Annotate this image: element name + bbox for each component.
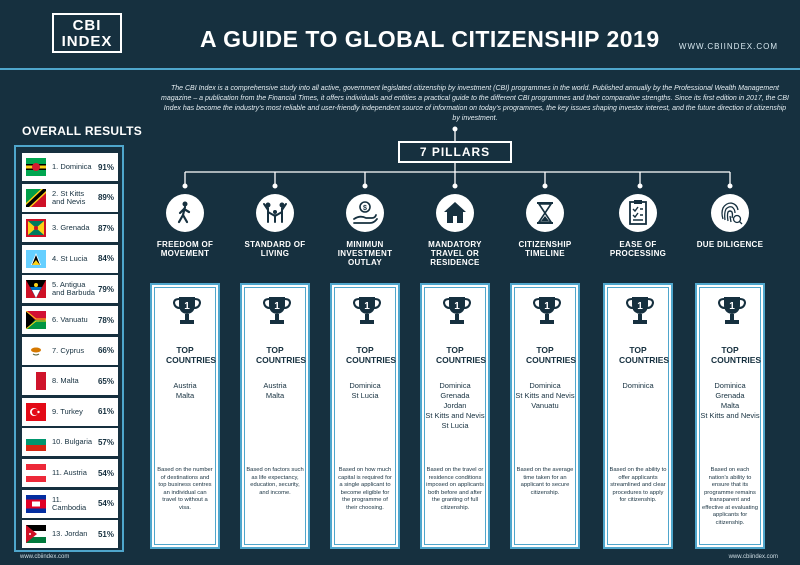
flag-austria-icon xyxy=(26,464,46,482)
result-row xyxy=(22,214,118,242)
top-countries-list: Austria Malta xyxy=(173,381,197,400)
result-percentage: 78% xyxy=(97,315,114,325)
result-row xyxy=(22,398,118,426)
pillar-title: CITIZENSHIP TIMELINE xyxy=(518,240,572,258)
fingerprint-icon xyxy=(711,194,749,232)
flag-bulgaria-icon xyxy=(26,433,46,451)
intro-text: The CBI Index is a comprehensive study into all active, government legislated citizenship by investment (CBI) programmes in the world. Published annually by the Professional Wealth Management magazine – a publication from the Financial Times, it offers individuals and entities a practical guide to the different CBI programmes and their comparative strengths. Since its first edition in 2017, the CBI Index has become the industry's most reliable and user-friendly independent source of information on today's programmes, the key issues shaping investor interest, and the future direction of citizenship by investment. xyxy=(161,85,789,122)
walking-person-icon xyxy=(166,194,204,232)
top-countries-list: Austria Malta xyxy=(263,381,287,400)
result-percentage: 84% xyxy=(97,254,114,264)
house-icon xyxy=(436,194,474,232)
result-country: 11. Austria xyxy=(52,468,87,477)
pillar-title: DUE DILIGENCE xyxy=(696,240,764,249)
result-country: 9. Turkey xyxy=(52,406,83,416)
result-percentage: 65% xyxy=(97,376,114,386)
result-percentage: 79% xyxy=(97,284,114,294)
trophy-rank: 1 xyxy=(729,301,735,312)
pillars-connector-lines xyxy=(0,0,800,200)
seven-pillars-label: 7 PILLARS xyxy=(398,141,512,163)
result-percentage: 89% xyxy=(97,193,114,203)
result-country: 11. Cambodia xyxy=(52,494,87,512)
flag-cambodia-icon xyxy=(26,495,46,513)
trophy-icon xyxy=(626,295,654,327)
pillar-column xyxy=(150,283,220,549)
pillar-column xyxy=(330,283,400,549)
result-country: 1. Dominica xyxy=(52,162,92,171)
pillar-title: FREEDOM OF MOVEMENT xyxy=(156,240,214,258)
top-countries-list: Dominica Grenada Malta St Kitts and Nevis xyxy=(700,381,760,420)
pillar-description: Based on factors such as life expectancy, education, security, and income. xyxy=(246,467,304,496)
result-percentage: 66% xyxy=(97,346,114,356)
logo-line2: INDEX xyxy=(61,33,113,50)
result-country: 10. Bulgaria xyxy=(52,437,93,447)
pillar-description: Based on how much capital is required for a single applicant to become eligible for the programme of their choosing. xyxy=(338,467,392,511)
flag-grenada-icon xyxy=(26,219,46,237)
pillar-description: Based on each nation's ability to ensure that its programme remains transparent and effective at evaluating applicants for citizenship. xyxy=(702,467,758,526)
trophy-rank: 1 xyxy=(544,301,550,312)
pillar-description: Based on the ability to offer applicants streamlined and clear procedures to apply for citizenship. xyxy=(609,467,667,503)
pillar-column xyxy=(240,283,310,549)
result-country: 4. St Lucia xyxy=(52,253,88,263)
result-percentage: 61% xyxy=(97,407,114,417)
overall-results-title: OVERALL RESULTS xyxy=(22,124,143,138)
trophy-icon xyxy=(718,295,746,327)
pillar-title: STANDARD OF LIVING xyxy=(244,240,306,258)
result-row xyxy=(22,428,118,456)
top-countries-label: TOP COUNTRIES xyxy=(256,345,307,365)
trophy-rank: 1 xyxy=(637,301,643,312)
footer-url-right: www.cbiindex.com xyxy=(728,554,778,560)
result-row xyxy=(22,490,118,518)
logo-line1: CBI xyxy=(72,17,102,34)
pillar-title: MINIMUN INVESTMENT OUTLAY xyxy=(337,240,393,267)
result-country: 8. Malta xyxy=(52,376,79,386)
trophy-rank: 1 xyxy=(364,301,370,312)
pillar-title: MANDATORY TRAVEL OR RESIDENCE xyxy=(428,240,482,267)
pillar-description: Based on the number of destinations and top business centres an individual can travel to without a visa. xyxy=(157,467,213,511)
hourglass-icon xyxy=(526,194,564,232)
result-percentage: 57% xyxy=(97,437,114,447)
result-row xyxy=(22,275,118,303)
result-row xyxy=(22,306,118,334)
pillar-title: EASE OF PROCESSING xyxy=(609,240,667,258)
result-percentage: 54% xyxy=(97,499,114,509)
flag-antigua-icon xyxy=(26,280,46,298)
top-countries-label: TOP COUNTRIES xyxy=(436,345,487,365)
header-url: WWW.CBIINDEX.COM xyxy=(678,42,778,51)
top-countries-label: TOP COUNTRIES xyxy=(346,345,397,365)
flag-malta-icon xyxy=(26,372,46,390)
money-hand-icon xyxy=(346,194,384,232)
result-row xyxy=(22,337,118,365)
trophy-icon xyxy=(173,295,201,327)
result-row xyxy=(22,245,118,273)
top-countries-label: TOP COUNTRIES xyxy=(619,345,670,365)
flag-jordan-icon xyxy=(26,525,46,543)
result-percentage: 51% xyxy=(97,529,114,539)
pillar-column xyxy=(603,283,673,549)
trophy-icon xyxy=(443,295,471,327)
result-row xyxy=(22,367,118,395)
flag-cyprus-icon xyxy=(26,342,46,360)
trophy-rank: 1 xyxy=(274,301,280,312)
top-countries-list: Dominica Grenada Jordan St Kitts and Nevis St Lucia xyxy=(425,381,485,430)
result-country: 13. Jordan xyxy=(52,529,88,539)
result-row xyxy=(22,459,118,487)
result-country: 2. St Kitts and Nevis xyxy=(52,188,86,206)
top-countries-label: TOP COUNTRIES xyxy=(526,345,577,365)
page-title: A GUIDE TO GLOBAL CITIZENSHIP 2019 xyxy=(200,26,660,52)
trophy-icon xyxy=(353,295,381,327)
top-countries-label: TOP COUNTRIES xyxy=(711,345,762,365)
result-country: 6. Vanuatu xyxy=(52,315,88,324)
pillar-column xyxy=(695,283,765,549)
svg-text:$: $ xyxy=(363,205,367,212)
result-row xyxy=(22,520,118,548)
trophy-rank: 1 xyxy=(454,301,460,312)
checklist-icon xyxy=(619,194,657,232)
result-percentage: 87% xyxy=(97,223,114,233)
top-countries-list: Dominica St Kitts and Nevis Vanuatu xyxy=(515,381,575,410)
result-country: 3. Grenada xyxy=(52,223,90,233)
result-country: 7. Cyprus xyxy=(52,345,85,355)
pillar-column xyxy=(510,283,580,549)
result-country: 5. Antigua and Barbuda xyxy=(52,280,95,298)
footer-url-left: www.cbiindex.com xyxy=(20,554,70,560)
pillar-description: Based on the average time taken for an applicant to secure citizenship. xyxy=(516,467,574,496)
overall-results-list xyxy=(14,145,124,552)
pillar-description: Based on the travel or residence conditions imposed on applicants both before and after the granting of full citizenship. xyxy=(426,467,484,511)
trophy-icon xyxy=(263,295,291,327)
flag-stlucia-icon xyxy=(26,250,46,268)
trophy-rank: 1 xyxy=(184,301,190,312)
result-percentage: 54% xyxy=(97,468,114,478)
flag-vanuatu-icon xyxy=(26,311,46,329)
trophy-icon xyxy=(533,295,561,327)
top-countries-list: Dominica St Lucia xyxy=(349,381,381,400)
pillar-column xyxy=(420,283,490,549)
flag-turkey-icon xyxy=(26,403,46,421)
family-icon xyxy=(256,194,294,232)
top-countries-label: TOP COUNTRIES xyxy=(166,345,217,365)
top-countries-list: Dominica xyxy=(622,381,654,390)
result-percentage: 91% xyxy=(97,162,114,172)
